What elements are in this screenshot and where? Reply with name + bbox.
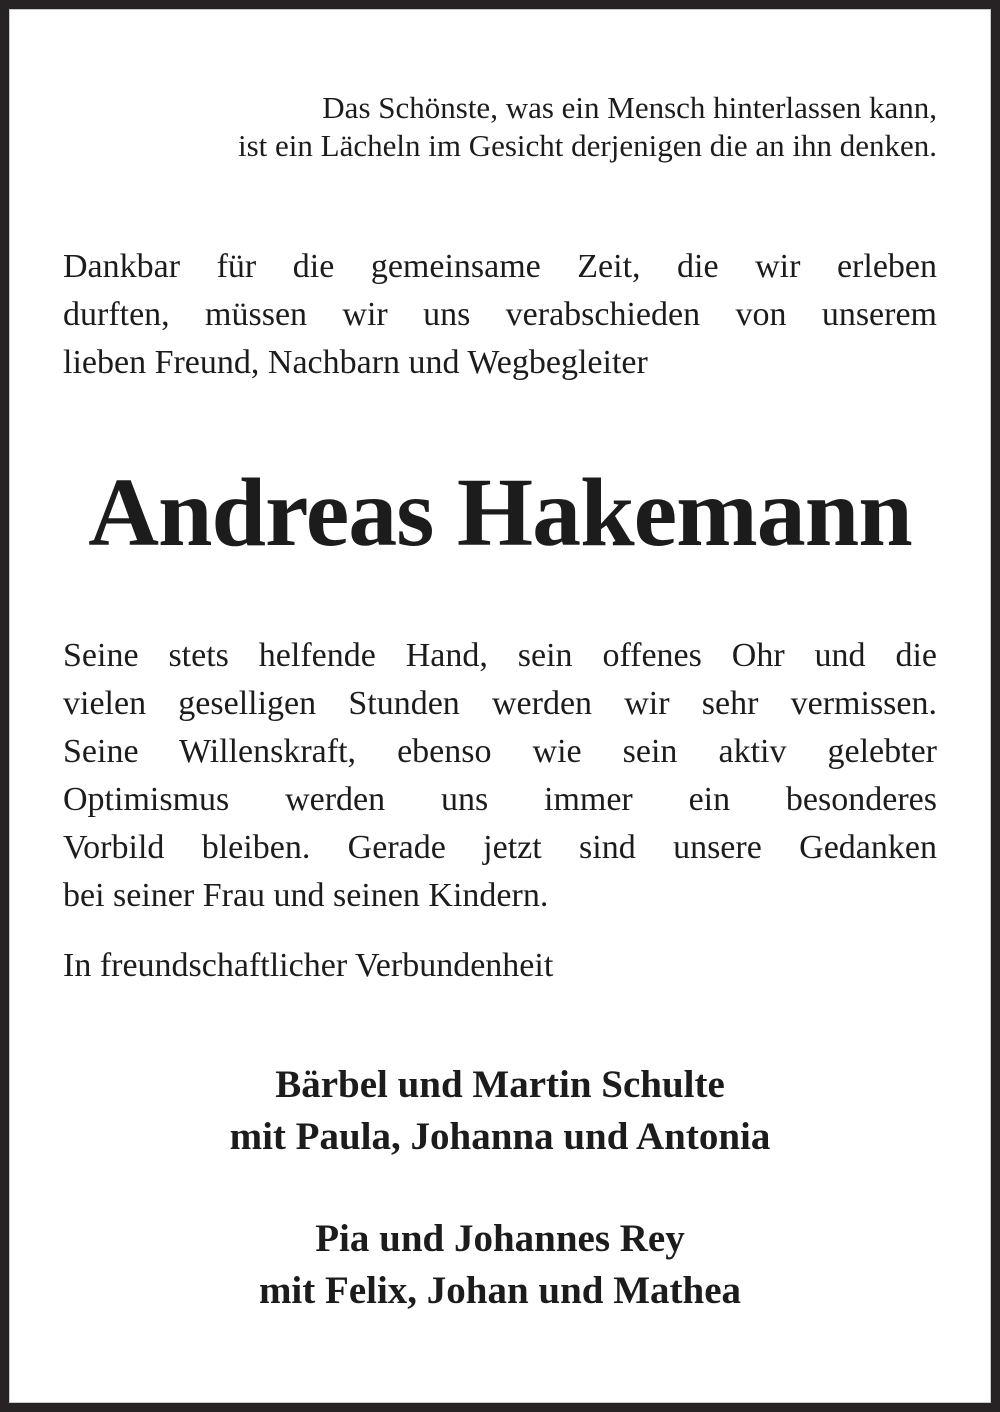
opening-line: lieben Freund, Nachbarn und Wegbegleiter xyxy=(63,344,648,381)
closing-line: In freundschaftlicher Verbundenheit xyxy=(63,947,554,984)
tribute-line: vielen geselligen Stunden werden wir sehr vermissen. xyxy=(63,685,937,722)
signature-line: mit Felix, Johan und Mathea xyxy=(258,1269,742,1312)
epigraph-line: Das Schönste, was ein Mensch hinterlassen kann, xyxy=(322,90,937,125)
signature-family-rey xyxy=(63,1213,937,1317)
opening-line: durften, müssen wir uns verabschieden von unserem xyxy=(63,296,937,333)
deceased-name: Andreas Hakemann xyxy=(88,459,912,567)
opening-line: Dankbar für die gemeinsame Zeit, die wir erleben xyxy=(63,248,937,285)
tribute-line: Seine Willenskraft, ebenso wie sein aktiv gelebter xyxy=(63,733,937,770)
signature-line: mit Paula, Johanna und Antonia xyxy=(229,1115,771,1158)
opening-paragraph xyxy=(63,243,937,387)
tribute-line: Vorbild bleiben. Gerade jetzt sind unsere Gedanken xyxy=(63,829,937,866)
tribute-paragraph xyxy=(63,632,937,920)
signature-line: Bärbel und Martin Schulte xyxy=(275,1063,725,1106)
signature-line: Pia und Johannes Rey xyxy=(315,1217,685,1260)
tribute-line: Seine stets helfende Hand, sein offenes Ohr und die xyxy=(63,637,937,674)
epigraph-line: ist ein Lächeln im Gesicht derjenigen die an ihn denken. xyxy=(238,128,937,163)
tribute-line: bei seiner Frau und seinen Kindern. xyxy=(63,877,549,914)
signature-family-schulte xyxy=(63,1059,937,1163)
tribute-line: Optimismus werden uns immer ein besonderes xyxy=(63,781,937,818)
epigraph xyxy=(63,89,937,165)
